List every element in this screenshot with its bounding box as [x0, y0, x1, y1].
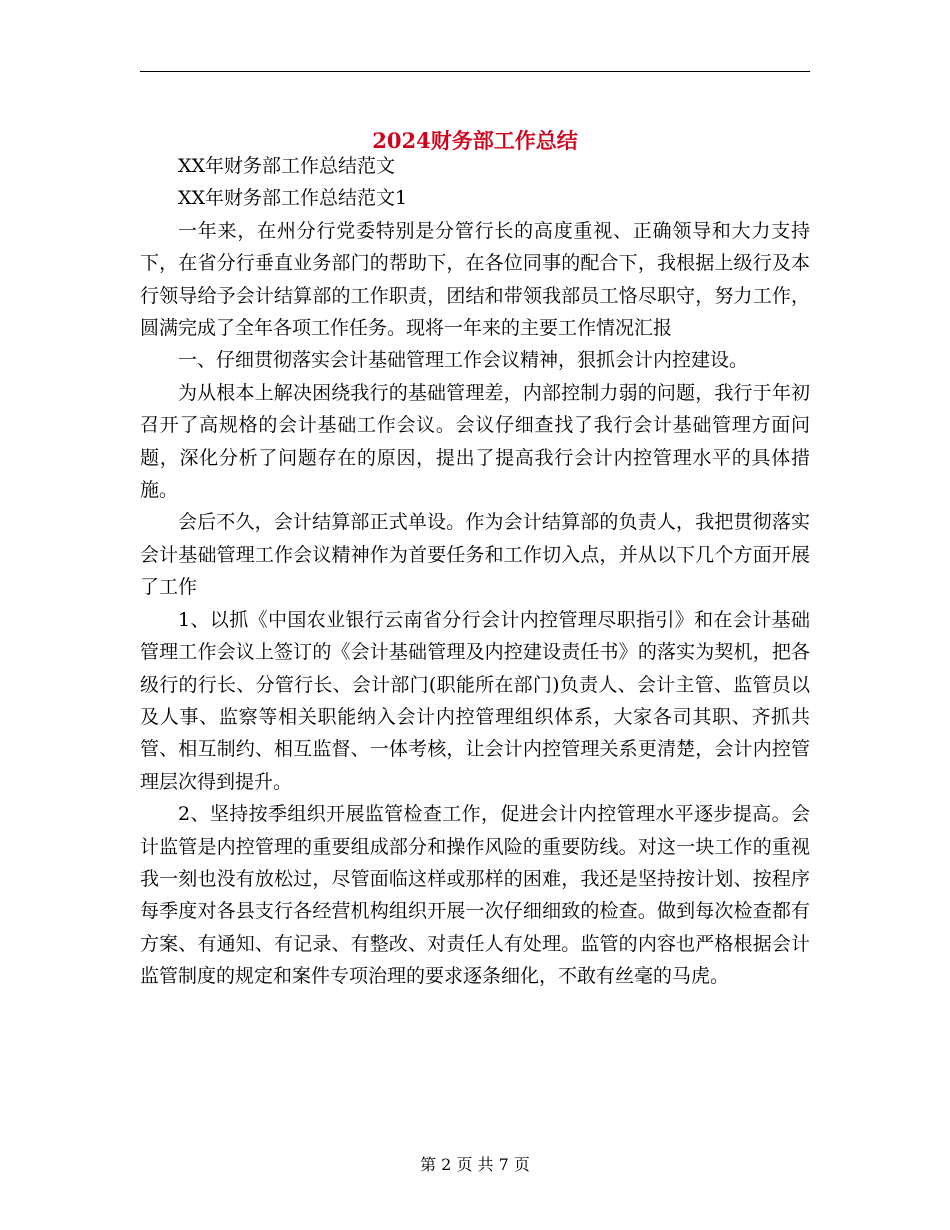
paragraph-followup: 会后不久，会计结算部正式单设。作为会计结算部的负责人，我把贯彻落实会计基础管理工作会议精神作为首要任务和工作切入点，并从以下几个方面开展了工作	[140, 511, 810, 599]
paragraph-intro: 一年来，在州分行党委特别是分管行长的高度重视、正确领导和大力支持下，在省分行垂直业务部门的帮助下，在各位同事的配合下，我根据上级行及本行领导给予会计结算部的工作职责，团结和带领我部员工恪尽职守，努力工作，圆满完成了全年各项工作任务。现将一年来的主要工作情况汇报	[140, 219, 810, 340]
list-item-2: 2、坚持按季组织开展监管检查工作，促进会计内控管理水平逐步提高。会计监管是内控管理的重要组成部分和操作风险的重要防线。对这一块工作的重视我一刻也没有放松过，尽管面临这样或那样的困难，我还是坚持按计划、按程序每季度对各县支行各经营机构组织开展一次仔细细致的检查。做到每次检查都有方案、有通知、有记录、有整改、对责任人有处理。监管的内容也严格根据会计监管制度的规定和案件专项治理的要求逐条细化，不敢有丝毫的马虎。	[140, 803, 810, 988]
section-heading-1: 一、仔细贯彻落实会计基础管理工作会议精神，狠抓会计内控建设。	[178, 349, 749, 372]
document-body	[140, 150, 810, 993]
paragraph-subtitle: XX年财务部工作总结范文	[178, 155, 396, 177]
paragraph-subtitle-numbered: XX年财务部工作总结范文1	[178, 187, 408, 210]
document-title: 2024财务部工作总结	[372, 128, 578, 154]
page-number: 第 2 页 共 7 页	[420, 1155, 530, 1174]
paragraph-background: 为从根本上解决困绕我行的基础管理差，内部控制力弱的问题，我行于年初召开了高规格的会计基础工作会议。会议仔细查找了我行会计基础管理方面问题，深化分析了问题存在的原因，提出了提高我行会计内控管理水平的具体措施。	[140, 381, 810, 502]
list-item-1: 1、以抓《中国农业银行云南省分行会计内控管理尽职指引》和在会计基础管理工作会议上签订的《会计基础管理及内控建设责任书》的落实为契机，把各级行的行长、分管行长、会计部门(职能所在部门)负责人、会计主管、监管员以及人事、监察等相关职能纳入会计内控管理组织体系，大家各司其职、齐抓共管、相互制约、相互监督、一体考核，让会计内控管理关系更清楚，会计内控管理层次得到提升。	[140, 608, 810, 793]
header-rule	[140, 71, 810, 72]
